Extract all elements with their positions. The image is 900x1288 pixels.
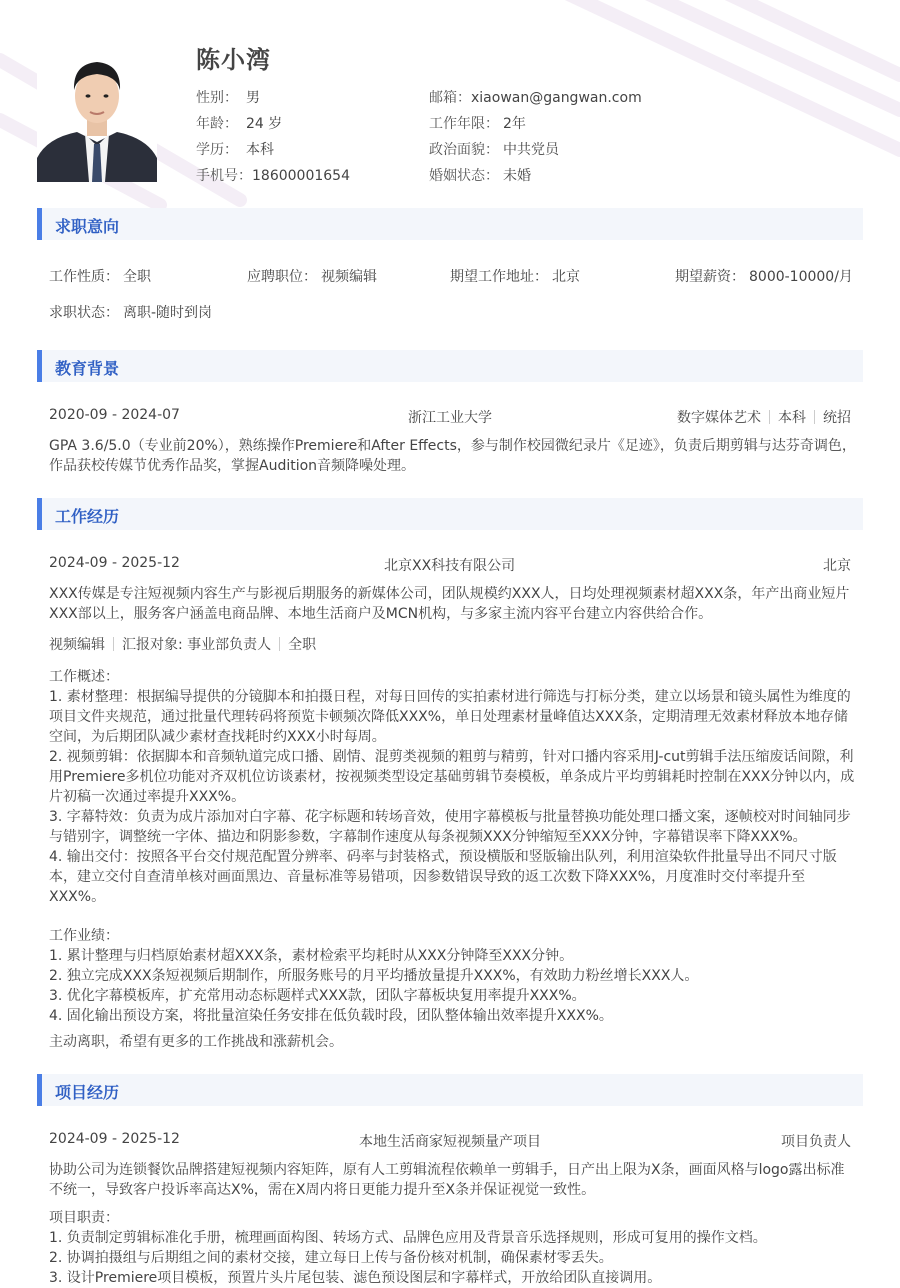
tag-divider <box>279 637 280 651</box>
gender-value: 男 <box>246 90 260 106</box>
work-report: 汇报对象: 事业部负责人 <box>122 637 272 653</box>
phone-label: 手机号： <box>196 168 252 184</box>
work-achievements <box>49 926 857 1026</box>
job-status-label: 求职状态： <box>49 305 119 321</box>
education-period: 2020-09 - 2024-07 <box>49 407 180 423</box>
education-tags <box>600 407 851 427</box>
education-level-label: 学历： <box>196 142 238 158</box>
resume-header <box>0 0 900 200</box>
project-period: 2024-09 - 2025-12 <box>49 1131 180 1147</box>
work-overview-label: 工作概述： <box>49 669 119 685</box>
overview-item: 3. 字幕特效：负责为成片添加对白字幕、花字标题和转场音效，使用字幕模板与批量替换功能处理口播文案，逐帧校对时间轴同步与错别字，调整统一字体、描边和阴影参数，字幕制作速度从每条视频XXX分钟缩短至XXX分钟，字幕错误率下降XXX%。 <box>49 809 851 845</box>
education-degree: 本科 <box>778 410 806 426</box>
work-overview <box>49 667 857 907</box>
job-salary-value: 8000-10000/月 <box>749 269 853 285</box>
age-value: 24 岁 <box>246 116 283 132</box>
work-years-value: 2年 <box>503 116 526 132</box>
project-description: 协助公司为连锁餐饮品牌搭建短视频内容矩阵，原有人工剪辑流程依赖单一剪辑手，日产出上限为X条，画面风格与logo露出标准不统一，导致客户投诉率高达X%，需在X周内将日更能力提升至X条并保证视觉一致性。 <box>49 1162 845 1198</box>
job-city <box>450 266 580 286</box>
job-position <box>247 266 377 286</box>
duty-item: 2. 协调拍摄组与后期组之间的素材交接，建立每日上传与备份核对机制，确保素材零丢失。 <box>49 1250 613 1266</box>
education-mode: 统招 <box>823 410 851 426</box>
work-years-label: 工作年限： <box>429 116 499 132</box>
education-major: 数字媒体艺术 <box>677 410 761 426</box>
profile-photo <box>37 46 157 182</box>
duty-item: 3. 设计Premiere项目模板，预置片头片尾包装、滤色预设图层和字幕样式，开放给团队直接调用。 <box>49 1270 662 1286</box>
work-period: 2024-09 - 2025-12 <box>49 555 180 571</box>
age-row <box>196 113 282 133</box>
work-city: 北京 <box>823 558 851 574</box>
work-achievements-label: 工作业绩： <box>49 928 119 944</box>
section-header-project <box>37 1074 863 1106</box>
section-accent-bar <box>37 208 42 240</box>
job-city-label: 期望工作地址： <box>450 269 548 285</box>
job-position-label: 应聘职位： <box>247 269 317 285</box>
marital-row <box>429 165 531 185</box>
marital-value: 未婚 <box>503 168 531 184</box>
gender-row <box>196 87 260 107</box>
email-row <box>429 87 642 107</box>
political-value: 中共党员 <box>503 142 559 158</box>
project-duties <box>49 1208 857 1288</box>
work-company: 北京XX科技有限公司 <box>384 558 516 574</box>
job-status <box>49 302 212 322</box>
job-salary <box>675 266 853 286</box>
section-title: 工作经历 <box>55 507 120 526</box>
gender-label: 性别： <box>196 90 238 106</box>
section-accent-bar <box>37 1074 42 1106</box>
email-label: 邮箱： <box>429 90 471 106</box>
phone-row <box>196 165 350 185</box>
work-tags <box>49 634 316 654</box>
job-salary-label: 期望薪资： <box>675 269 745 285</box>
achievement-item: 3. 优化字幕模板库，扩充常用动态标题样式XXX款，团队字幕板块复用率提升XXX%。 <box>49 988 586 1004</box>
tag-divider <box>814 410 815 424</box>
job-position-value: 视频编辑 <box>321 269 377 285</box>
education-level-row <box>196 139 274 159</box>
tag-divider <box>769 410 770 424</box>
work-type: 全职 <box>288 637 317 653</box>
achievement-item: 1. 累计整理与归档原始素材超XXX条，素材检索平均耗时从XXX分钟降至XXX分钟。 <box>49 948 574 964</box>
overview-item: 4. 输出交付：按照各平台交付规范配置分辨率、码率与封装格式，预设横版和竖版输出队列，利用渲染软件批量导出不同尺寸版本，建立交付自查清单核对画面黑边、音量标准等易错项，因参数错误导致的返工次数下降XXX%，月度准时交付率提升至XXX%。 <box>49 849 837 905</box>
section-title: 教育背景 <box>55 359 120 378</box>
section-header-education <box>37 350 863 382</box>
work-years-row <box>429 113 526 133</box>
project-duties-label: 项目职责： <box>49 1210 119 1226</box>
age-label: 年龄： <box>196 116 238 132</box>
project-name: 本地生活商家短视频量产项目 <box>359 1134 541 1150</box>
leave-reason: 主动离职，希望有更多的工作挑战和涨薪机会。 <box>49 1034 343 1050</box>
project-role: 项目负责人 <box>781 1134 851 1150</box>
tag-divider <box>113 637 114 651</box>
education-description: GPA 3.6/5.0（专业前20%），熟练操作Premiere和After Effects，参与制作校园微纪录片《足迹》，负责后期剪辑与达芬奇调色，作品获校传媒节优秀作品奖，掌握Audition音频降噪处理。 <box>49 438 856 474</box>
section-title: 求职意向 <box>55 217 120 236</box>
phone-value[interactable]: 18600001654 <box>252 168 350 184</box>
section-header-intention <box>37 208 863 240</box>
job-status-value: 离职-随时到岗 <box>123 305 213 321</box>
overview-item: 1. 素材整理：根据编导提供的分镜脚本和拍摄日程，对每日回传的实拍素材进行筛选与打标分类，建立以场景和镜头属性为维度的项目文件夹规范，通过批量代理转码将预览卡顿频次降低XXX%，单日处理素材量峰值达XXX条，定期清理无效素材释放本地存储空间，为后期团队减少素材查找耗时约XXX小时每周。 <box>49 689 851 745</box>
job-city-value: 北京 <box>552 269 580 285</box>
candidate-name: 陈小湾 <box>196 46 271 74</box>
marital-label: 婚姻状态： <box>429 168 499 184</box>
section-accent-bar <box>37 350 42 382</box>
job-type-value: 全职 <box>123 269 151 285</box>
achievement-item: 4. 固化输出预设方案，将批量渲染任务安排在低负载时段，团队整体输出效率提升XXX%。 <box>49 1008 613 1024</box>
political-label: 政治面貌： <box>429 142 499 158</box>
company-description: XXX传媒是专注短视频内容生产与影视后期服务的新媒体公司，团队规模约XXX人，日均处理视频素材超XXX条，年产出商业短片XXX部以上，服务客户涵盖电商品牌、本地生活商户及MCN机构，与多家主流内容平台建立内容供给合作。 <box>49 586 850 622</box>
email-value[interactable]: xiaowan@gangwan.com <box>471 90 642 106</box>
achievement-item: 2. 独立完成XXX条短视频后期制作，所服务账号的月平均播放量提升XXX%，有效助力粉丝增长XXX人。 <box>49 968 699 984</box>
job-type-label: 工作性质： <box>49 269 119 285</box>
work-role: 视频编辑 <box>49 637 105 653</box>
duty-item: 1. 负责制定剪辑标准化手册，梳理画面构图、转场方式、品牌色应用及背景音乐选择规则，形成可复用的操作文档。 <box>49 1230 767 1246</box>
section-accent-bar <box>37 498 42 530</box>
education-level-value: 本科 <box>246 142 274 158</box>
education-school: 浙江工业大学 <box>408 410 492 426</box>
section-header-work <box>37 498 863 530</box>
political-row <box>429 139 559 159</box>
section-title: 项目经历 <box>55 1083 120 1102</box>
overview-item: 2. 视频剪辑：依据脚本和音频轨道完成口播、剧情、混剪类视频的粗剪与精剪，针对口播内容采用J-cut剪辑手法压缩废话间隙，利用Premiere多机位功能对齐双机位访谈素材，按视频类型设定基础剪辑节奏模板，单条成片平均剪辑耗时控制在XXX分钟以内，成片初稿一次通过率提升XXX%。 <box>49 749 855 805</box>
job-type <box>49 266 151 286</box>
